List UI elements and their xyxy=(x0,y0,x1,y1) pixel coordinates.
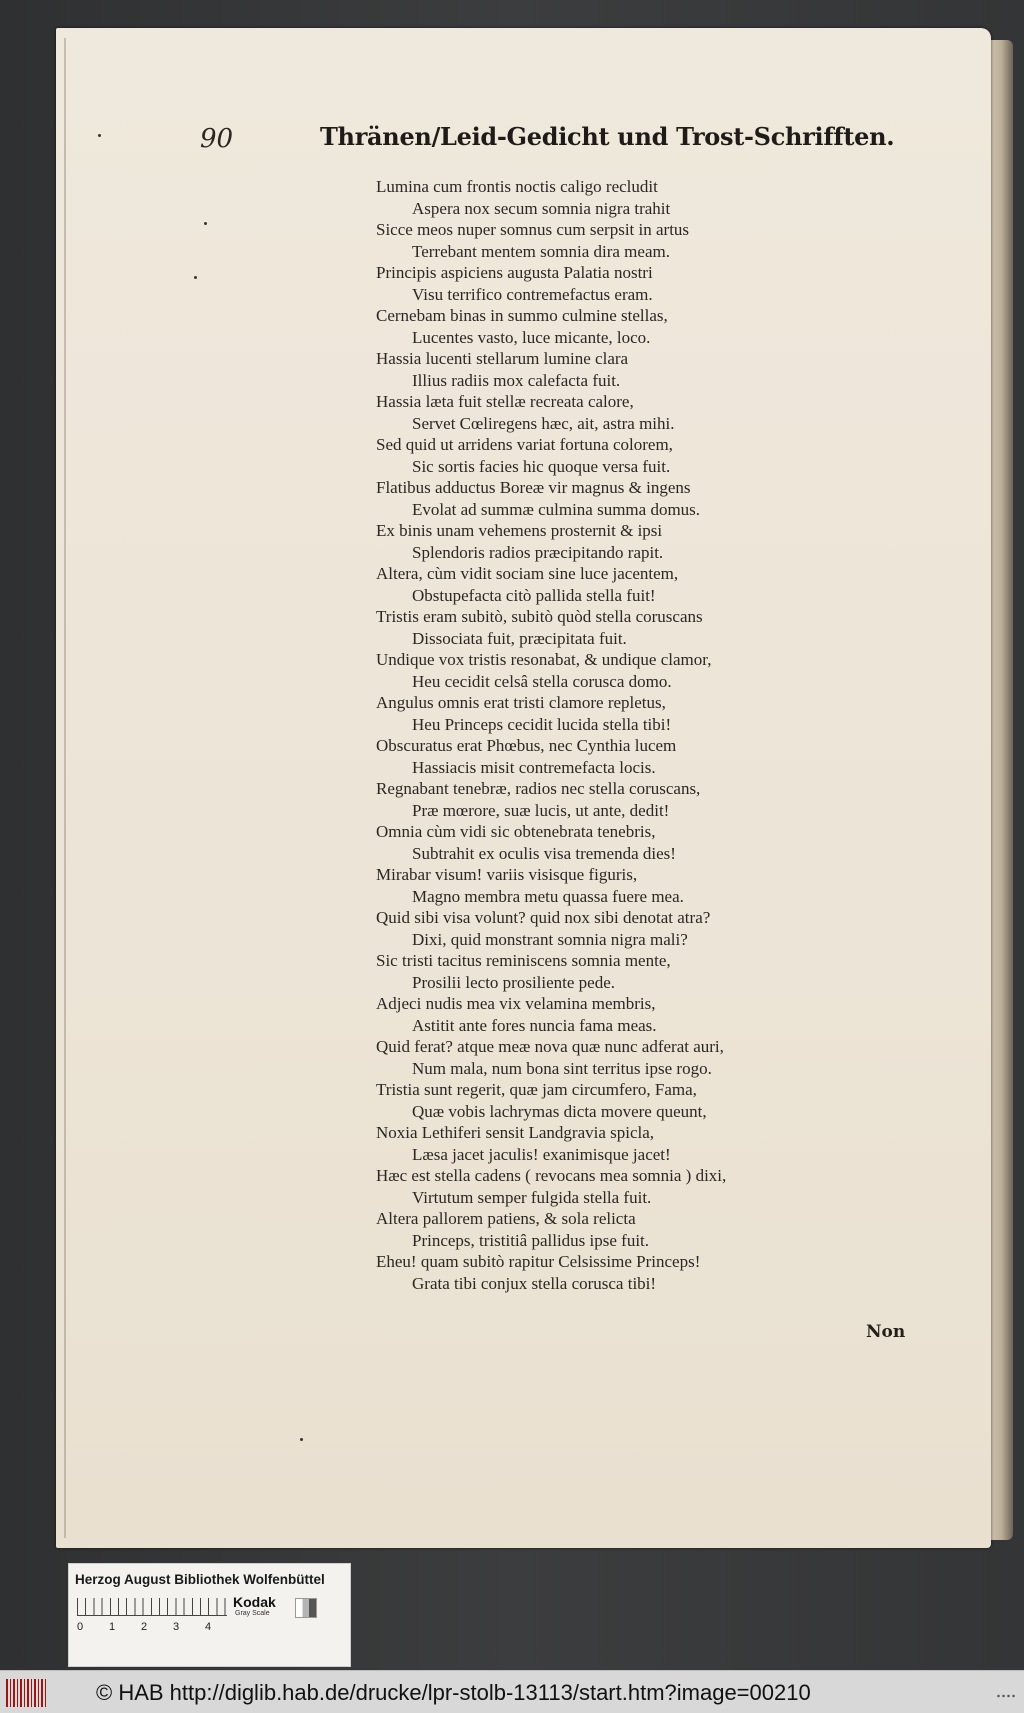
poem-line: Hassiacis misit contremefacta locis. xyxy=(412,757,656,777)
poem-line: Adjeci nudis mea vix velamina membris, xyxy=(376,994,656,1013)
running-head: Thränen/Leid-Gedicht und Trost-Schrifften. xyxy=(320,122,895,151)
ruler-number: 0 xyxy=(77,1621,84,1633)
poem-text xyxy=(376,176,806,1294)
poem-line: Illius radiis mox calefacta fuit. xyxy=(412,370,621,390)
hab-barcode-logo-icon xyxy=(6,1679,48,1707)
poem-line: Heu Princeps cecidit lucida stella tibi! xyxy=(412,714,672,734)
poem-line: Princeps, tristitiâ pallidus ipse fuit. xyxy=(412,1230,650,1250)
poem-line: Grata tibi conjux stella corusca tibi! xyxy=(412,1273,657,1293)
poem-line: Hæc est stella cadens ( revocans mea somnia ) dixi, xyxy=(376,1166,727,1185)
poem-line: Quid sibi visa volunt? quid nox sibi denotat atra? xyxy=(376,908,711,927)
poem-line: Altera, cùm vidit sociam sine luce jacentem, xyxy=(376,564,679,583)
poem-line: Servet Cœliregens hæc, ait, astra mihi. xyxy=(412,413,675,433)
footer-bar xyxy=(0,1670,1024,1713)
poem-line: Regnabant tenebræ, radios nec stella coruscans, xyxy=(376,779,701,798)
poem-line: Heu cecidit celsâ stella corusca domo. xyxy=(412,671,672,691)
ruler-number: 4 xyxy=(205,1621,212,1633)
poem-line: Hassia lucenti stellarum lumine clara xyxy=(376,349,629,368)
poem-line: Mirabar visum! variis visisque figuris, xyxy=(376,865,638,884)
speck xyxy=(194,276,197,279)
poem-line: Subtrahit ex oculis visa tremenda dies! xyxy=(412,843,676,863)
speck xyxy=(98,134,101,137)
kodak-logo: Kodak xyxy=(233,1594,276,1610)
poem-line: Magno membra metu quassa fuere mea. xyxy=(412,886,684,906)
poem-line: Noxia Lethiferi sensit Landgravia spicla, xyxy=(376,1123,655,1142)
poem-line: Tristia sunt regerit, quæ jam circumfero, Fama, xyxy=(376,1080,697,1099)
poem-line: Num mala, num bona sint territus ipse rogo. xyxy=(412,1058,712,1078)
page-number: 90 xyxy=(200,124,234,154)
ruler-number: 3 xyxy=(173,1621,180,1633)
poem-line: Præ mœrore, suæ lucis, ut ante, dedit! xyxy=(412,800,670,820)
poem-line: Dissociata fuit, præcipitata fuit. xyxy=(412,628,627,648)
poem-line: Principis aspiciens augusta Palatia nostri xyxy=(376,263,653,282)
kodak-subtitle: Gray Scale xyxy=(235,1610,270,1617)
ruler-numbers xyxy=(77,1621,247,1635)
poem-line: Hassia læta fuit stellæ recreata calore, xyxy=(376,392,634,411)
ruler-number: 2 xyxy=(141,1621,148,1633)
poem-line: Læsa jacet jaculis! exanimisque jacet! xyxy=(412,1144,671,1164)
poem-line: Omnia cùm vidi sic obtenebrata tenebris, xyxy=(376,822,656,841)
gray-scale-patch xyxy=(295,1598,317,1618)
poem-line: Eheu! quam subitò rapitur Celsissime Princeps! xyxy=(376,1252,701,1271)
poem-line: Sicce meos nuper somnus cum serpsit in artus xyxy=(376,220,690,239)
footer-source-link[interactable]: © HAB http://diglib.hab.de/drucke/lpr-stolb-13113/start.htm?image=00210 xyxy=(96,1680,811,1705)
poem-line: Quid ferat? atque meæ nova quæ nunc adferat auri, xyxy=(376,1037,724,1056)
speck xyxy=(300,1438,303,1441)
poem-line: Evolat ad summæ culmina summa domus. xyxy=(412,499,701,519)
poem-line: Prosilii lecto prosiliente pede. xyxy=(412,972,616,992)
poem-line: Angulus omnis erat tristi clamore repletus, xyxy=(376,693,666,712)
poem-line: Cernebam binas in summo culmine stellas, xyxy=(376,306,668,325)
color-calibration-card xyxy=(68,1563,351,1667)
poem-line: Quæ vobis lachrymas dicta movere queunt, xyxy=(412,1101,707,1121)
poem-line: Lucentes vasto, luce micante, loco. xyxy=(412,327,651,347)
ruler-number: 1 xyxy=(109,1621,116,1633)
poem-line: Astitit ante fores nuncia fama meas. xyxy=(412,1015,657,1035)
speck xyxy=(204,222,207,225)
poem-line: Tristis eram subitò, subitò quòd stella coruscans xyxy=(376,607,703,626)
poem-line: Obstupefacta citò pallida stella fuit! xyxy=(412,585,656,605)
poem-line: Splendoris radios præcipitando rapit. xyxy=(412,542,664,562)
poem-line: Visu terrifico contremefactus eram. xyxy=(412,284,653,304)
poem-line: Undique vox tristis resonabat, & undique clamor, xyxy=(376,650,712,669)
poem-line: Ex binis unam vehemens prosternit & ipsi xyxy=(376,521,663,540)
catchword: Non xyxy=(866,1322,906,1342)
poem-line: Sed quid ut arridens variat fortuna colorem, xyxy=(376,435,673,454)
poem-line: Terrebant mentem somnia dira meam. xyxy=(412,241,670,261)
poem-line: Flatibus adductus Boreæ vir magnus & ingens xyxy=(376,478,691,497)
poem-line: Obscuratus erat Phœbus, nec Cynthia lucem xyxy=(376,736,677,755)
footer-dots-icon xyxy=(996,1693,1016,1699)
ruler-icon xyxy=(77,1598,227,1616)
poem-line: Sic tristi tacitus reminiscens somnia mente, xyxy=(376,951,671,970)
poem-line: Dixi, quid monstrant somnia nigra mali? xyxy=(412,929,688,949)
poem-line: Altera pallorem patiens, & sola relicta xyxy=(376,1209,636,1228)
poem-line: Virtutum semper fulgida stella fuit. xyxy=(412,1187,652,1207)
card-title: Herzog August Bibliothek Wolfenbüttel xyxy=(75,1572,325,1587)
page-header xyxy=(200,118,895,158)
poem-line: Lumina cum frontis noctis caligo recludit xyxy=(376,177,658,196)
poem-line: Aspera nox secum somnia nigra trahit xyxy=(412,198,671,218)
poem-line: Sic sortis facies hic quoque versa fuit. xyxy=(412,456,671,476)
